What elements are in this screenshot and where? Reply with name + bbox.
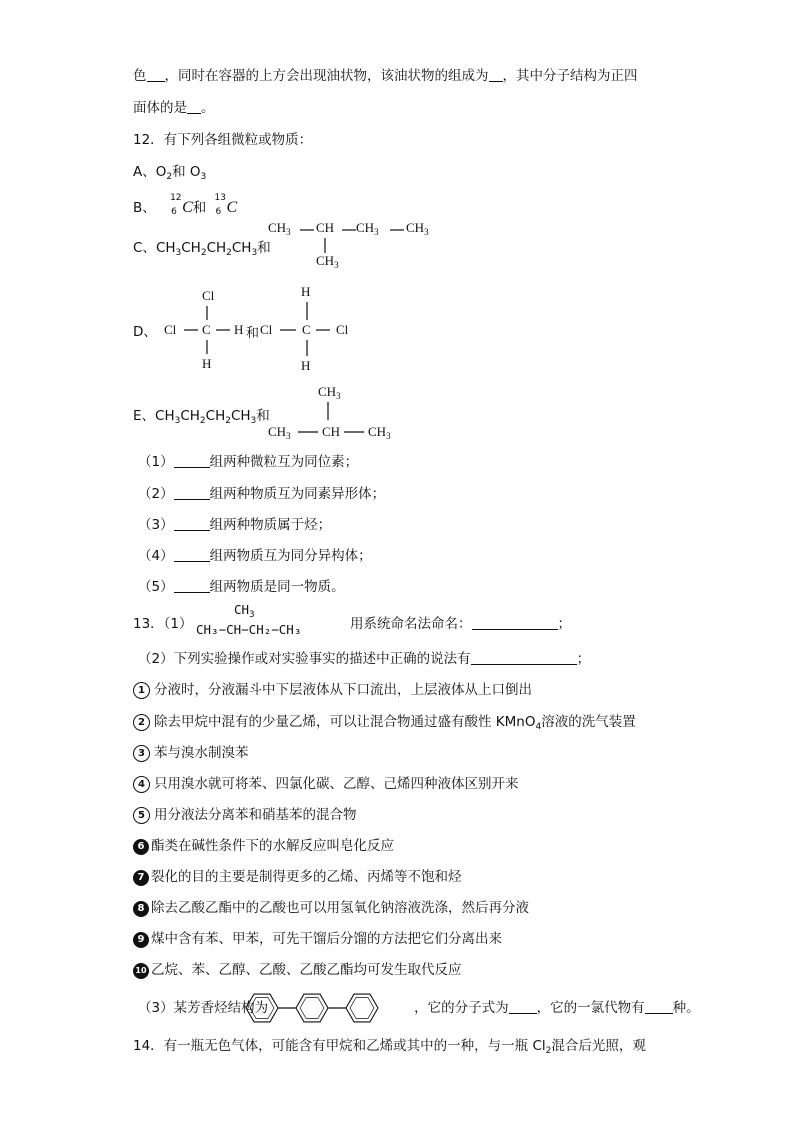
circled-number: 10 xyxy=(133,963,149,979)
q13-naming: 用系统命名法命名： ； xyxy=(350,616,571,632)
circled-number: 7 xyxy=(133,870,149,886)
q14-line1: 14．有一瓶无色气体，可能含有甲烷和乙烯或其中的一种，与一瓶 $Cl_2$混合后光照，观 xyxy=(133,1038,646,1056)
q12-stem: 12．有下列各组微粒或物质： xyxy=(133,132,313,148)
circled-number: 8 xyxy=(133,901,149,917)
option-9: 9 煤中含有苯、甲苯，可先干馏后分馏的方法把它们分离出来 xyxy=(133,929,502,949)
option-e: E、$CH_3CH_2CH_2CH_3$和 xyxy=(133,408,270,426)
option-6: 6 酯类在碱性条件下的水解反应叫皂化反应 xyxy=(133,836,394,856)
option-8: 8 除去乙酸乙酯中的乙酸也可以用氢氧化钠溶液洗涤，然后再分液 xyxy=(133,898,529,918)
answer-blank[interactable] xyxy=(645,999,673,1014)
q12-item-2: （2） 组两种物质互为同素异形体； xyxy=(138,486,386,502)
structure-d-dichloromethane: Cl Cl C H 和 Cl C Cl H H H xyxy=(164,284,349,373)
option-3: 3 苯与溴水制溴苯 xyxy=(133,743,249,763)
answer-blank[interactable] xyxy=(472,615,558,630)
q12-item-5: （5） 组两物质是同一物质。 xyxy=(138,579,345,595)
terphenyl-structure xyxy=(240,990,384,1026)
answer-blank[interactable] xyxy=(174,485,210,500)
circled-number: 9 xyxy=(133,932,149,948)
answer-blank[interactable] xyxy=(471,650,577,665)
option-1: 1 分液时，分液漏斗中下层液体从下口流出，上层液体从上口倒出 xyxy=(133,680,532,700)
circled-number: 6 xyxy=(133,839,149,855)
option-d: D、 xyxy=(133,324,157,340)
q11-line2: 面体的是 。 xyxy=(133,100,215,116)
circled-number: 4 xyxy=(133,776,150,793)
answer-blank[interactable] xyxy=(174,547,210,562)
q13-part1: 13．（1） xyxy=(133,616,193,632)
option-4: 4 只用溴水就可将苯、四氯化碳、乙醇、己烯四种液体区别开来 xyxy=(133,774,519,794)
q13-part2-stem: （2）下列实验操作或对实验事实的描述中正确的说法有 ； xyxy=(138,651,591,667)
q12-item-3: （3） 组两种物质属于烃； xyxy=(138,517,332,533)
q12-item-4: （4） 组两物质互为同分异构体； xyxy=(138,548,372,564)
benzene-inner-ring xyxy=(300,998,324,1019)
option-2: 2 除去甲烷中混有的少量乙烯，可以让混合物通过盛有酸性 KMnO$_4$溶液的洗气装置 xyxy=(133,712,636,737)
answer-blank[interactable] xyxy=(174,516,210,531)
benzene-ring xyxy=(246,994,278,1022)
answer-blank[interactable] xyxy=(147,67,165,82)
benzene-inner-ring xyxy=(350,998,374,1019)
option-a: A、$O_2$和 $O_3$ xyxy=(133,164,207,182)
answer-blank[interactable] xyxy=(187,99,201,114)
option-7: 7 裂化的目的主要是制得更多的乙烯、丙烯等不饱和烃 xyxy=(133,867,462,887)
q12-item-1: （1） 组两种微粒互为同位素； xyxy=(138,454,359,470)
answer-blank[interactable] xyxy=(489,67,503,82)
option-c: C、$CH_3CH_2CH_2CH_3$和 xyxy=(133,240,271,258)
structure-e-isobutane: $CH_3$ $CH_3$ CH $CH_3$ xyxy=(268,384,391,441)
benzene-inner-ring xyxy=(250,998,274,1019)
q11-line1: 色 ，同时在容器的上方会出现油状物，该油状物的组成为 ，其中分子结构为正四 xyxy=(133,68,638,84)
circled-number: 1 xyxy=(133,682,150,699)
circled-number: 5 xyxy=(133,807,150,824)
answer-blank[interactable] xyxy=(509,999,537,1014)
q13-part3: （3）某芳香烃结构为 ，它的分子式为 ，它的一氯代物有 种。 xyxy=(138,1000,700,1016)
structure-q13-2-methylbutane: $CH_3$ CH₃−CH−CH₂−CH₃ xyxy=(196,602,302,637)
option-10: 10 乙烷、苯、乙醇、乙酸、乙酸乙酯均可发生取代反应 xyxy=(133,960,462,980)
structure-c-isobutane: $CH_3$ CH $CH_3$ $CH_3$ $CH_3$ xyxy=(268,220,429,270)
circled-number: 2 xyxy=(133,714,150,731)
answer-blank[interactable] xyxy=(174,453,210,468)
answer-blank[interactable] xyxy=(174,578,210,593)
option-b: B、 12 6 C和 13 6 C xyxy=(133,193,238,217)
option-5: 5 用分液法分离苯和硝基苯的混合物 xyxy=(133,805,357,825)
circled-number: 3 xyxy=(133,745,150,762)
benzene-ring xyxy=(296,994,328,1022)
benzene-ring xyxy=(346,994,378,1022)
